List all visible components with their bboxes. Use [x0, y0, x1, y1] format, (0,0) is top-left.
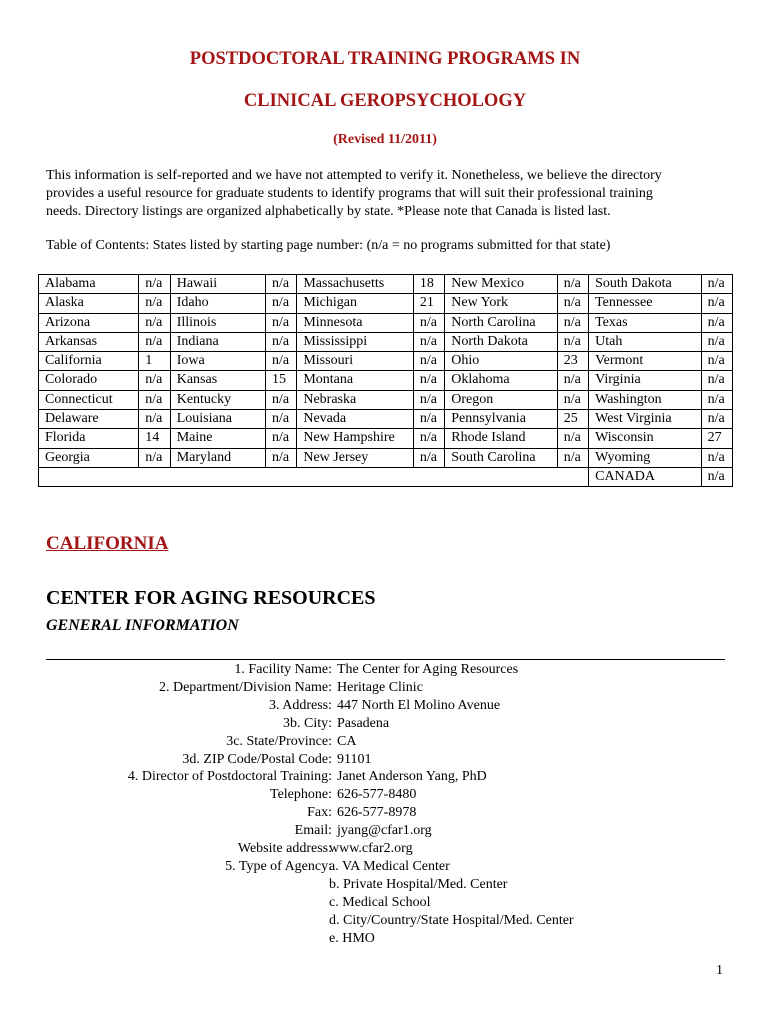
toc-page: n/a	[139, 371, 170, 390]
toc-row	[39, 371, 733, 390]
toc-page: 27	[701, 429, 732, 448]
field-label: 3. Address:	[269, 697, 332, 713]
toc-page: n/a	[413, 429, 444, 448]
toc-state: Florida	[39, 429, 139, 448]
toc-state: North Dakota	[445, 332, 557, 351]
toc-row	[39, 390, 733, 409]
toc-page: n/a	[701, 352, 732, 371]
toc-state: Utah	[589, 332, 701, 351]
toc-page: n/a	[701, 448, 732, 467]
agency-option: c. Medical School	[329, 894, 431, 910]
field-row	[0, 823, 770, 841]
toc-page: n/a	[557, 429, 588, 448]
toc-table	[38, 274, 733, 487]
toc-page: n/a	[139, 275, 170, 294]
field-row	[0, 680, 770, 698]
field-row	[0, 716, 770, 734]
field-value: CA	[337, 733, 357, 749]
toc-state: Delaware	[39, 410, 139, 429]
toc-page: n/a	[701, 332, 732, 351]
toc-page: 14	[139, 429, 170, 448]
field-label: Website address:	[237, 841, 332, 856]
toc-page: n/a	[139, 294, 170, 313]
toc-state: Ohio	[445, 352, 557, 371]
toc-state: Connecticut	[39, 390, 139, 409]
toc-page: n/a	[265, 429, 296, 448]
state-heading: CALIFORNIA	[46, 533, 169, 554]
toc-state: New Hampshire	[297, 429, 414, 448]
horizontal-rule	[46, 659, 725, 660]
toc-row	[39, 332, 733, 351]
toc-page: n/a	[265, 275, 296, 294]
toc-page: n/a	[265, 294, 296, 313]
field-label: 2. Department/Division Name:	[158, 679, 332, 695]
toc-row	[39, 410, 733, 429]
toc-page: n/a	[413, 390, 444, 409]
toc-state: California	[39, 352, 139, 371]
toc-state: Tennessee	[589, 294, 701, 313]
toc-row	[39, 448, 733, 467]
toc-state: Washington	[589, 390, 701, 409]
toc-empty-cell	[39, 467, 589, 486]
toc-state: Rhode Island	[445, 429, 557, 448]
toc-page: n/a	[139, 390, 170, 409]
toc-state: Hawaii	[170, 275, 265, 294]
field-row	[0, 698, 770, 716]
toc-page: n/a	[265, 390, 296, 409]
document-title-line2: CLINICAL GEROPSYCHOLOGY	[243, 91, 527, 111]
field-value: www.cfar2.org	[329, 841, 413, 856]
toc-page: n/a	[139, 332, 170, 351]
intro-line: This information is self-reported and we have not attempted to verify it. Nonetheless, we believe the directory	[46, 168, 662, 183]
field-row	[0, 805, 770, 823]
toc-state: Oklahoma	[445, 371, 557, 390]
toc-state: Kansas	[170, 371, 265, 390]
toc-state: Colorado	[39, 371, 139, 390]
field-value: Janet Anderson Yang, PhD	[337, 769, 487, 785]
field-label: Email:	[294, 823, 332, 839]
toc-row	[39, 313, 733, 332]
toc-state: West Virginia	[589, 410, 701, 429]
field-value: The Center for Aging Resources	[337, 662, 519, 677]
field-value: 91101	[337, 751, 372, 767]
toc-page: n/a	[413, 332, 444, 351]
toc-state: Illinois	[170, 313, 265, 332]
agency-option: d. City/Country/State Hospital/Med. Center	[329, 912, 574, 928]
toc-page: n/a	[701, 313, 732, 332]
toc-state: Vermont	[589, 352, 701, 371]
agency-option: b. Private Hospital/Med. Center	[329, 876, 508, 892]
toc-row	[39, 294, 733, 313]
toc-state: Oregon	[445, 390, 557, 409]
toc-row	[39, 352, 733, 371]
toc-page: n/a	[701, 410, 732, 429]
toc-state: Montana	[297, 371, 414, 390]
toc-state: Georgia	[39, 448, 139, 467]
toc-state: Texas	[589, 313, 701, 332]
toc-page: n/a	[413, 410, 444, 429]
field-label: Fax:	[307, 805, 332, 821]
toc-page: 1	[139, 352, 170, 371]
toc-page: n/a	[265, 410, 296, 429]
toc-page: n/a	[139, 313, 170, 332]
toc-state: Michigan	[297, 294, 414, 313]
agency-option: e. HMO	[329, 930, 375, 946]
field-value: 626-577-8978	[337, 805, 417, 821]
toc-state: New Jersey	[297, 448, 414, 467]
toc-state: Idaho	[170, 294, 265, 313]
field-row	[0, 752, 770, 770]
field-row	[0, 662, 770, 680]
toc-state: Arizona	[39, 313, 139, 332]
toc-page: n/a	[139, 448, 170, 467]
field-value: a. VA Medical Center	[329, 858, 450, 874]
toc-state: Maryland	[170, 448, 265, 467]
field-value: Pasadena	[337, 715, 390, 731]
toc-state: Virginia	[589, 371, 701, 390]
field-label: 3b. City:	[282, 715, 332, 731]
field-label: 3d. ZIP Code/Postal Code:	[182, 751, 332, 767]
toc-state: Mississippi	[297, 332, 414, 351]
toc-state: South Dakota	[589, 275, 701, 294]
field-label: 1. Facility Name:	[234, 662, 332, 677]
field-row	[0, 734, 770, 752]
toc-state: Maine	[170, 429, 265, 448]
toc-state: Kentucky	[170, 390, 265, 409]
toc-page: 21	[413, 294, 444, 313]
toc-page: n/a	[701, 275, 732, 294]
toc-page: n/a	[557, 448, 588, 467]
field-row	[0, 841, 770, 859]
toc-page: n/a	[557, 313, 588, 332]
revision-date: (Revised 11/2011)	[333, 132, 437, 147]
toc-page: n/a	[557, 371, 588, 390]
toc-state: CANADA	[589, 467, 701, 486]
toc-state: Wisconsin	[589, 429, 701, 448]
toc-state: Iowa	[170, 352, 265, 371]
field-label: Telephone:	[270, 787, 332, 803]
intro-paragraph	[46, 167, 726, 221]
toc-page: n/a	[413, 448, 444, 467]
toc-state: Nevada	[297, 410, 414, 429]
toc-state: Minnesota	[297, 313, 414, 332]
toc-state: New Mexico	[445, 275, 557, 294]
toc-state: Massachusetts	[297, 275, 414, 294]
toc-page: n/a	[701, 371, 732, 390]
toc-page: n/a	[413, 352, 444, 371]
toc-state: Alaska	[39, 294, 139, 313]
toc-page: n/a	[557, 294, 588, 313]
toc-state: New York	[445, 294, 557, 313]
toc-page: n/a	[701, 294, 732, 313]
section-subheading: GENERAL INFORMATION	[46, 617, 239, 634]
field-value: jyang@cfar1.org	[337, 823, 432, 839]
toc-state: Arkansas	[39, 332, 139, 351]
toc-row	[39, 429, 733, 448]
intro-line: provides a useful resource for graduate students to identify programs that will suit their professional training	[46, 186, 653, 201]
field-row	[0, 787, 770, 805]
field-value: 626-577-8480	[337, 787, 417, 803]
toc-page: n/a	[139, 410, 170, 429]
field-row	[0, 769, 770, 787]
document-title-line1: POSTDOCTORAL TRAINING PROGRAMS IN	[189, 49, 581, 69]
toc-state: Louisiana	[170, 410, 265, 429]
toc-state: Indiana	[170, 332, 265, 351]
toc-page: n/a	[265, 313, 296, 332]
toc-state: Alabama	[39, 275, 139, 294]
field-label: 3c. State/Province:	[226, 733, 332, 749]
toc-state: Nebraska	[297, 390, 414, 409]
field-label: 4. Director of Postdoctoral Training:	[127, 769, 332, 785]
intro-line: needs. Directory listings are organized alphabetically by state. *Please note that Canada is listed last.	[46, 204, 611, 219]
toc-page: 15	[265, 371, 296, 390]
toc-page: 23	[557, 352, 588, 371]
toc-page: n/a	[557, 275, 588, 294]
toc-state: Pennsylvania	[445, 410, 557, 429]
toc-page: n/a	[557, 390, 588, 409]
toc-page: 25	[557, 410, 588, 429]
toc-page: 18	[413, 275, 444, 294]
field-value: Heritage Clinic	[337, 679, 423, 695]
page-number: 1	[716, 963, 723, 978]
toc-state: Missouri	[297, 352, 414, 371]
toc-page: n/a	[265, 448, 296, 467]
field-label: 5. Type of Agency:	[225, 858, 332, 874]
toc-page: n/a	[413, 371, 444, 390]
toc-row	[39, 467, 733, 486]
toc-page: n/a	[701, 467, 732, 486]
field-row	[0, 859, 770, 877]
toc-state: North Carolina	[445, 313, 557, 332]
field-value: 447 North El Molino Avenue	[337, 697, 501, 713]
toc-page: n/a	[265, 332, 296, 351]
toc-label: Table of Contents: States listed by starting page number: (n/a = no programs submitted for that state)	[46, 238, 611, 253]
toc-row	[39, 275, 733, 294]
toc-state: South Carolina	[445, 448, 557, 467]
toc-page: n/a	[557, 332, 588, 351]
toc-state: Wyoming	[589, 448, 701, 467]
toc-page: n/a	[701, 390, 732, 409]
toc-page: n/a	[413, 313, 444, 332]
toc-page: n/a	[265, 352, 296, 371]
program-heading: CENTER FOR AGING RESOURCES	[46, 587, 376, 609]
